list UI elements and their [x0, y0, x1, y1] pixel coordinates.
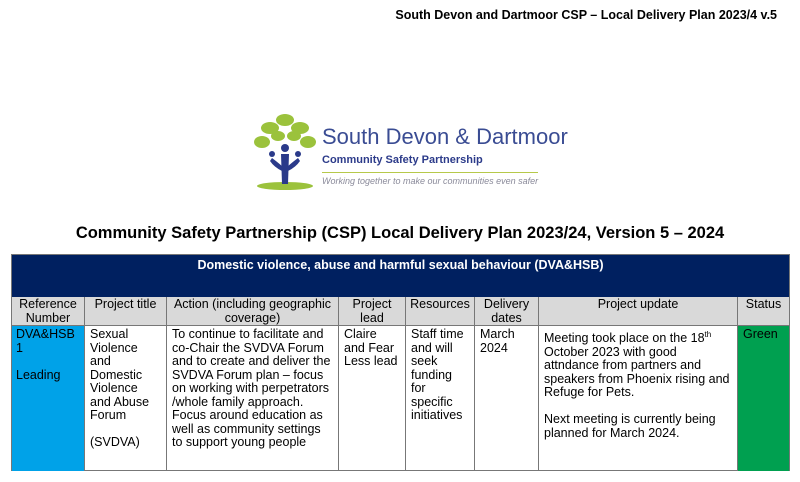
- project-update-cell: [538, 326, 737, 471]
- column-header-resources: Resources: [405, 297, 474, 326]
- project-lead-cell: Claire and Fear Less lead: [338, 326, 405, 471]
- logo-tagline: Working together to make our communities even safer: [322, 176, 539, 186]
- column-header-lead: Project lead: [338, 297, 405, 326]
- project-title-cell: [84, 326, 166, 471]
- ordinal-suffix: th: [704, 330, 712, 339]
- tree-logo-icon: [250, 108, 320, 193]
- csp-logo: [250, 108, 568, 193]
- reference-cell: [12, 326, 84, 471]
- column-header-reference: Reference Number: [12, 297, 84, 326]
- logo-subtitle: Community Safety Partnership: [322, 154, 483, 166]
- update-paragraph-2: Next meeting is currently being planned for March 2024.: [544, 412, 716, 440]
- column-header-status: Status: [737, 297, 789, 326]
- column-header-dates: Delivery dates: [474, 297, 538, 326]
- page-title: Community Safety Partnership (CSP) Local Delivery Plan 2023/24, Version 5 – 2024: [75, 224, 725, 242]
- project-title: Sexual Violence and Domestic Violence and Abuse Forum: [90, 327, 150, 422]
- resources-cell: Staff time and will seek funding for specific initiatives: [405, 326, 474, 471]
- column-header-project-title: Project title: [84, 297, 166, 326]
- column-header-action: Action (including geographic coverage): [166, 297, 338, 326]
- action-cell: To continue to facilitate and co-Chair the SVDVA Forum and to create and deliver the SVDVA Forum plan – focus on working with perpetrators /whole family approach. Focus around education as well as community settings to support young people: [166, 326, 338, 471]
- section-banner: Domestic violence, abuse and harmful sexual behaviour (DVA&HSB): [12, 255, 789, 297]
- update-paragraph-1: [544, 328, 732, 400]
- logo-name: South Devon & Dartmoor: [322, 124, 568, 149]
- column-header-update: Project update: [538, 297, 737, 326]
- reference-number: DVA&HSB 1: [16, 327, 75, 355]
- reference-role: Leading: [16, 367, 61, 382]
- delivery-plan-table: [11, 254, 790, 471]
- project-abbreviation: (SVDVA): [90, 435, 140, 449]
- update-text: October 2023 with good attndance from partners and speakers from Phoenix rising and Refuge for Pets.: [544, 344, 730, 400]
- delivery-dates-cell: March 2024: [474, 326, 538, 471]
- document-header: South Devon and Dartmoor CSP – Local Delivery Plan 2023/4 v.5: [395, 8, 777, 22]
- logo-divider: [322, 172, 538, 173]
- update-text: Meeting took place on the 18: [544, 331, 705, 346]
- status-badge: Green: [737, 326, 789, 471]
